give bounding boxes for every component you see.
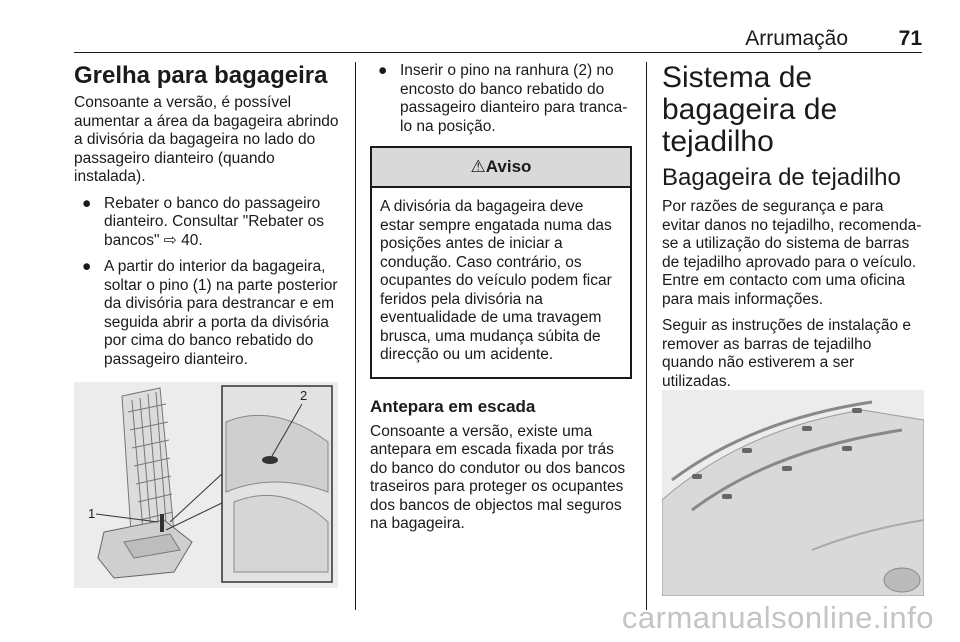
figure-label-2: 2	[300, 388, 308, 403]
warning-box	[370, 146, 632, 379]
warning-title: Aviso	[485, 157, 532, 176]
column-divider	[355, 62, 356, 610]
column-2	[370, 62, 632, 542]
paragraph: Seguir as instruções de instalação e remover as barras de tejadilho quando não estiverem a ser utilizadas.	[662, 317, 912, 390]
list-item: ● A partir do interior da bagageira, soltar o pino (1) na parte posterior da divisória para destrancar e em seguida abrir a porta da divisória por cima do banco rebatido do passageiro dianteiro.	[82, 258, 338, 368]
list-item: ● Rebater o banco do passageiro dianteiro. Consultar "Rebater os bancos" ⇨ 40.	[82, 194, 325, 249]
warning-icon: ⚠	[470, 157, 486, 176]
page-number: 71	[898, 27, 922, 50]
paragraph: Consoante a versão, existe uma antepara em escada fixada por trás do banco do condutor ou dos bancos traseiros para proteger os ocupantes dos bancos de objectos mal seguros na bagageira.	[370, 422, 626, 532]
watermark: carmanualsonline.info	[621, 600, 934, 635]
subsection-heading: Antepara em escada	[370, 396, 536, 416]
paragraph: Por razões de segurança e para evitar danos no tejadilho, recomenda-se a utilização do sistema de barras de tejadilho aprovado para o veículo. Entre em contacto com uma oficina para mais informações.	[662, 198, 922, 308]
section-heading: Sistema de bagageira de tejadilho	[662, 61, 838, 158]
instruction-list	[74, 195, 344, 370]
column-divider	[646, 62, 647, 610]
intro-paragraph: Consoante a versão, é possível aumentar a área da bagageira abrindo a divisória da bagageira no lado do passageiro dianteiro (quando instalada).	[74, 94, 339, 185]
section-title: Arrumação	[745, 27, 848, 50]
figure-label-1: 1	[88, 506, 96, 521]
column-1	[74, 62, 344, 377]
luggage-grid-illustration	[74, 382, 338, 588]
page-header	[74, 26, 922, 53]
roof-rack-illustration	[662, 390, 924, 596]
warning-text: A divisória da bagageira deve estar sempre engatada numa das posições antes de iniciar a condução. Caso contrário, os ocupantes do veículo podem ficar feridos pela divisória na eventualidade de uma travagem brusca, uma mudança súbita de direcção ou um acidente.	[380, 198, 612, 363]
list-item: ● Inserir o pino na ranhura (2) no encosto do banco rebatido do passageiro dianteiro para tranca-lo na posição.	[378, 62, 628, 135]
warning-header	[372, 148, 630, 188]
instruction-list	[370, 62, 632, 136]
section-heading: Grelha para bagageira	[74, 62, 328, 89]
subsection-heading: Bagageira de tejadilho	[662, 164, 901, 191]
